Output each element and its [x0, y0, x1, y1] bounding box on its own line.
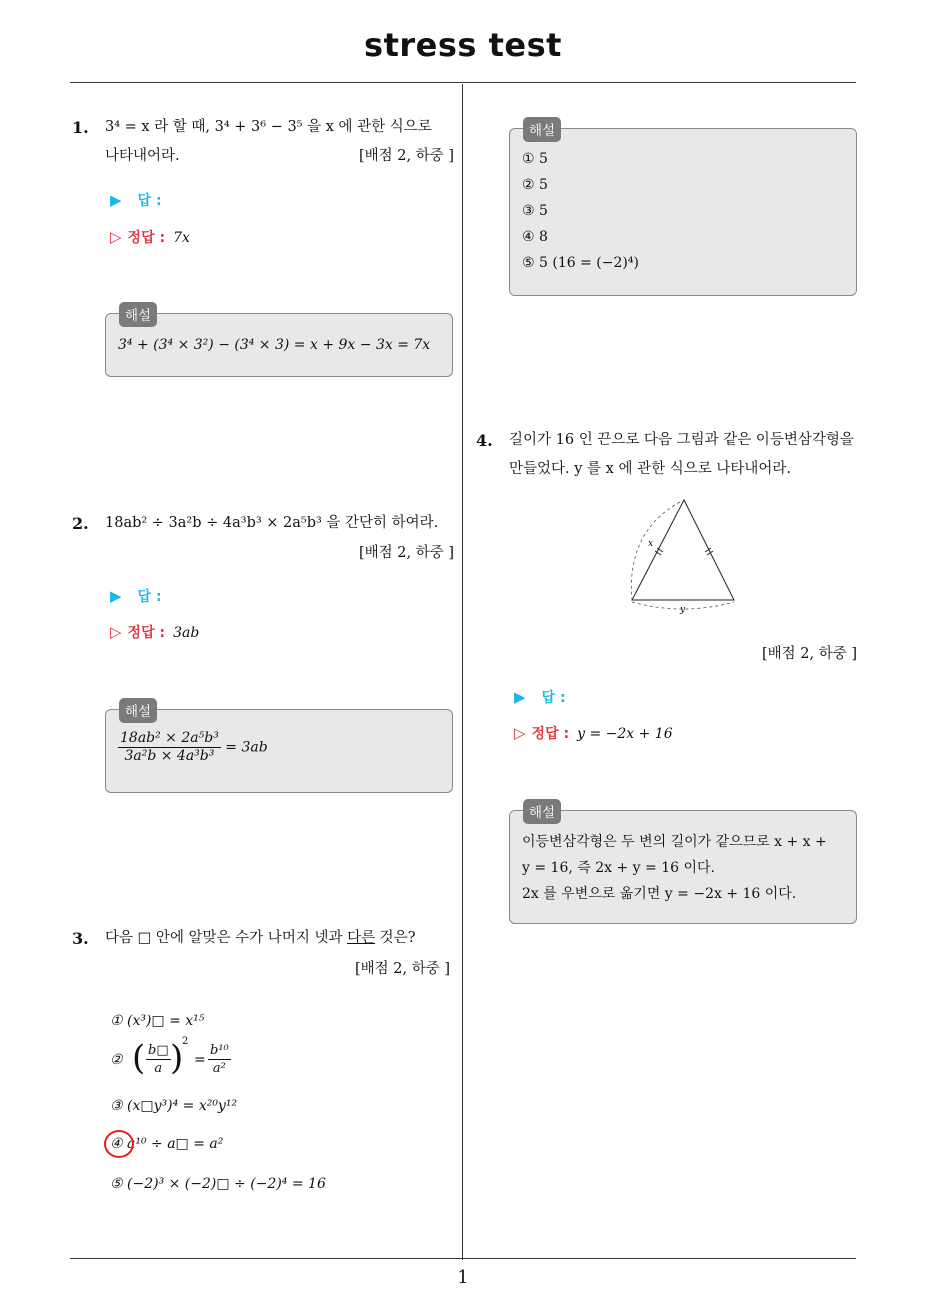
top-rule [70, 82, 856, 83]
question-2-text: 18ab² ÷ 3a²b ÷ 4a³b³ × 2a⁵b³ 을 간단히 하여라. [105, 515, 439, 531]
question-4-number: 4. [476, 431, 493, 450]
choice-5[interactable]: ⑤ (−2)³ × (−2)□ ÷ (−2)⁴ = 16 [110, 1176, 326, 1192]
triangle-shape [632, 500, 734, 600]
question-3-explanation-line-3: ③ 5 [522, 203, 548, 219]
selected-answer-circle [104, 1130, 134, 1158]
bottom-rule [70, 1258, 856, 1259]
question-2-explanation [118, 730, 268, 765]
correct-label: 정답 : [127, 625, 166, 641]
question-2-score: [배점 2, 하중 ] [358, 545, 454, 561]
question-1-answer-field[interactable] [110, 190, 162, 210]
question-3-explanation-line-2: ② 5 [522, 177, 548, 193]
question-1-correct [110, 227, 190, 247]
question-2-correct-value: 3ab [173, 625, 200, 641]
play-icon: ▶ [110, 191, 122, 209]
question-2-correct [110, 622, 199, 642]
question-3-explanation-line-5: ⑤ 5 (16 = (−2)⁴) [522, 255, 639, 271]
choice-3[interactable]: ③ (x□y³)⁴ = x²⁰y¹² [110, 1098, 238, 1114]
question-3-text: 다음 □ 안에 알맞은 수가 나머지 넷과 다른 것은? [105, 930, 416, 946]
question-4-text-line2: 만들었다. y 를 x 에 관한 식으로 나타내어라. [509, 461, 791, 477]
explanation-tag: 해설 [523, 799, 561, 824]
question-3-score: [배점 2, 하중 ] [354, 961, 450, 977]
answer-label: 답 : [541, 690, 566, 706]
question-4-score: [배점 2, 하중 ] [761, 646, 857, 662]
question-1-explanation-text: 3⁴ + (3⁴ × 3²) − (3⁴ × 3) = x + 9x − 3x = 7x [118, 337, 431, 353]
question-4-text-line1: 길이가 16 인 끈으로 다음 그림과 같은 이등변삼각형을 [509, 432, 854, 448]
question-3-explanation-line-1: ① 5 [522, 151, 548, 167]
explanation-fraction: $\frac{\text{18ab² × 2a⁵b³}}{\text{3a²b × 4a³b³}}$ [120, 730, 219, 764]
page-number: 1 [457, 1267, 469, 1288]
question-1-text-line1: 3⁴ = x 라 할 때, 3⁴ + 3⁶ − 3⁵ 을 x 에 관한 식으로 [105, 119, 432, 135]
choice-2-exponent: 2 [182, 1036, 189, 1047]
question-1-score: [배점 2, 하중 ] [358, 148, 454, 164]
question-4-answer-field[interactable] [514, 687, 566, 707]
play-icon: ▶ [110, 587, 122, 605]
correct-label: 정답 : [531, 726, 570, 742]
emphasis-underline: 다른 [347, 930, 376, 946]
question-3-number: 3. [72, 929, 89, 948]
question-4-explanation-line-2: y = 16, 즉 2x + y = 16 이다. [522, 860, 715, 876]
triangle-outline-icon: ▷ [110, 228, 122, 246]
answer-label: 답 : [137, 589, 162, 605]
isosceles-triangle-figure [620, 492, 750, 617]
question-4-explanation-line-3: 2x 를 우변으로 옮기면 y = −2x + 16 이다. [522, 886, 797, 902]
question-3-explanation-line-4: ④ 8 [522, 229, 548, 245]
question-1-text-line2: 나타내어라. [105, 148, 180, 164]
triangle-outline-icon: ▷ [110, 623, 122, 641]
explanation-rhs: = 3ab [225, 739, 268, 756]
question-2-number: 2. [72, 514, 89, 533]
question-4-explanation-line-1: 이등변삼각형은 두 변의 길이가 같으므로 x + x + [522, 834, 827, 850]
choice-2-rhs-fraction: $\frac{\text{b¹⁰}}{\text{a²}}$ [210, 1043, 229, 1076]
question-4-correct [514, 723, 673, 743]
explanation-tag: 해설 [119, 698, 157, 723]
choice-2-fraction: $\frac{b□}{a}$ [148, 1043, 169, 1076]
play-icon: ▶ [514, 688, 526, 706]
explanation-tag: 해설 [119, 302, 157, 327]
choice-1[interactable]: ① (x³)□ = x¹⁵ [110, 1013, 205, 1029]
triangle-outline-icon: ▷ [514, 724, 526, 742]
question-1-number: 1. [72, 118, 89, 137]
document-title: stress test [364, 26, 562, 64]
choice-4[interactable]: ④ a¹⁰ ÷ a□ = a² [110, 1136, 224, 1152]
correct-label: 정답 : [127, 230, 166, 246]
question-2-answer-field[interactable] [110, 586, 162, 606]
column-divider [462, 84, 463, 1260]
explanation-tag: 해설 [523, 117, 561, 142]
left-paren: ( [132, 1038, 146, 1078]
equals-sign: = [194, 1052, 206, 1068]
question-4-correct-value: y = −2x + 16 [577, 726, 673, 742]
answer-label: 답 : [137, 193, 162, 209]
right-paren: ) [170, 1038, 184, 1078]
side-x-label: x [648, 539, 654, 549]
side-y-label: y [680, 605, 686, 615]
question-1-correct-value: 7x [173, 230, 190, 246]
